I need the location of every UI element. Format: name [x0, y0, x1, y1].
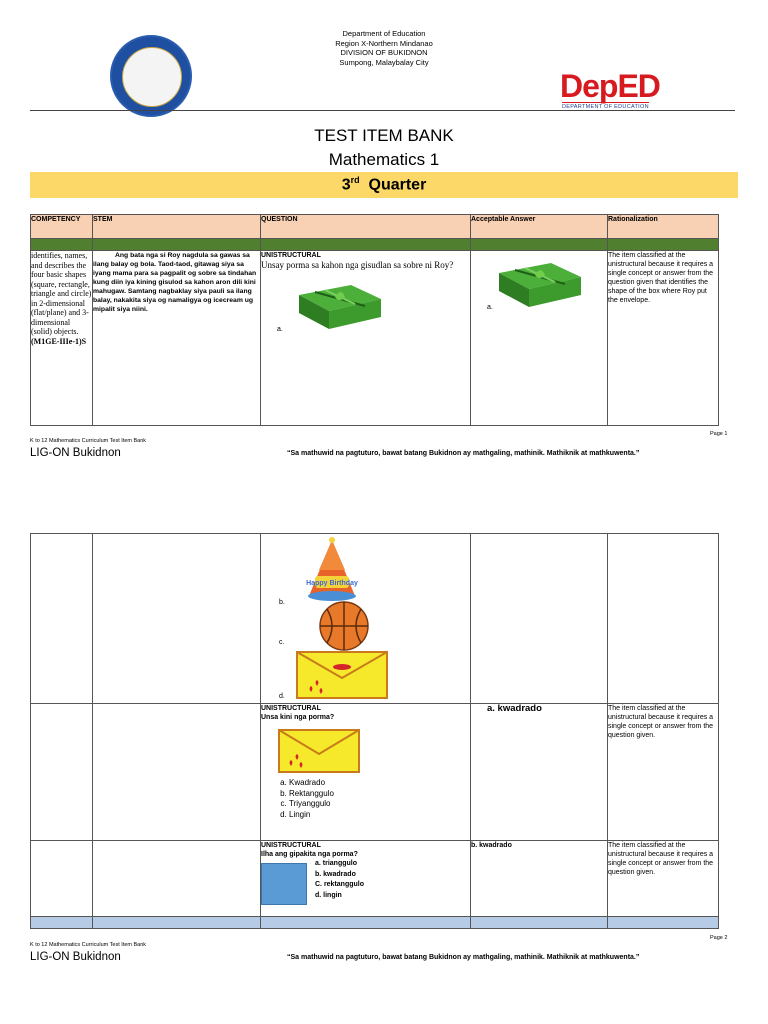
footer-org-1: LIG-ON Bukidnon [30, 447, 121, 459]
answer-image-area [471, 251, 607, 331]
header-question: QUESTION [261, 215, 471, 239]
header-divider [30, 110, 735, 111]
green-box-answer-icon [495, 253, 583, 309]
answer-option-a-label: a. [487, 304, 493, 311]
table-row [31, 704, 719, 841]
question-text-3: Ilha ang gipakita nga porma? [261, 851, 358, 858]
competency-text: identifies, names, and describes the four basic shapes (square, rectangle, triangle and circle) in 2-dimensional (flat/plane) and 3-dimensional (solid) objects. [31, 251, 92, 336]
table-row [31, 251, 719, 426]
deped-logo [560, 68, 680, 112]
answer-cell-3: b. kwadrado [471, 841, 608, 917]
header-text [234, 29, 534, 67]
deped-logo-sub: DEPARTMENT OF EDUCATION [562, 104, 649, 110]
stem-cell: Ang bata nga si Roy nagdula sa gawas sa ilang balay og bola. Taod-taod, gitawag siya sa iyang mama para sa pagpalit og sobre sa tindahan kung diin iya kining gisulod sa kahon aron dili kini mahugaw. Samtang nagbaklay siya pauli sa ilang balay, nakakita siya og namaligya og icecream ug mipalit siya niini. [93, 251, 261, 426]
rationale-cell-2: The item classified at the unistructural because it requires a single concept or answer from the question given. [608, 704, 719, 841]
quarter-banner [30, 172, 738, 198]
option-item: a. trianggulo [315, 860, 357, 867]
footer-quote-1: “Sa mathuwid na pagtuturo, bawat batang Bukidnon ay mathgaling, mathinik. Mathiknik at mathkuwenta.” [287, 450, 640, 457]
competency-code: (M1GE-IIIe-1)S [31, 336, 87, 346]
option-item: c. Triyanggulo [289, 799, 470, 810]
option-b-label: b. [279, 599, 285, 606]
question-type-2: UNISTRUCTURAL [261, 705, 321, 712]
question-cell-2 [261, 704, 471, 841]
test-item-table-page2 [30, 533, 719, 929]
stem-cell-empty [93, 704, 261, 841]
footer-curriculum-2: K to 12 Mathematics Curriculum Test Item Bank [30, 942, 147, 948]
basketball-icon [315, 600, 373, 652]
party-hat-text: Happy Birthday [306, 580, 358, 587]
table-row [31, 841, 719, 917]
answer-cell [471, 251, 608, 426]
option-item: b. Rektanggulo [289, 789, 470, 800]
option-c-label: c. [279, 639, 285, 646]
competency-cell-empty [31, 841, 93, 917]
question-text-2: Unsa kini nga porma? [261, 714, 335, 721]
question-type-3: UNISTRUCTURAL [261, 842, 321, 849]
envelope-icon [295, 650, 389, 700]
header-line-4: Sumpong, Malaybalay City [339, 57, 429, 67]
table-separator-row [31, 239, 719, 251]
header-line-2: Region X-Northern Mindanao [335, 38, 433, 48]
shape-options-area [261, 534, 470, 702]
page-number-2: Page 2 [710, 935, 728, 941]
rationale-cell-empty [608, 534, 719, 704]
question-2-options [261, 778, 470, 820]
question-3-options [315, 859, 364, 901]
table-header-row [31, 215, 719, 239]
answer-2: a. kwadrado [487, 703, 542, 714]
option-item: d. Lingin [289, 810, 470, 821]
deped-logo-word: DepED [560, 68, 660, 104]
page-number-1: Page 1 [710, 431, 728, 437]
answer-cell-empty [471, 534, 608, 704]
option-d-label: d. [279, 693, 285, 700]
footer-curriculum-1: K to 12 Mathematics Curriculum Test Item Bank [30, 438, 147, 444]
question-3-body [261, 859, 470, 909]
table-row [31, 534, 719, 704]
title-test-item-bank: TEST ITEM BANK [314, 126, 454, 145]
blue-square-shape [261, 863, 307, 905]
competency-cell-empty [31, 704, 93, 841]
header-line-1: Department of Education [342, 29, 426, 38]
title-subject: Mathematics 1 [328, 150, 440, 169]
option-item: C. rektanggulo [315, 881, 365, 888]
question-text: Unsay porma sa kahon nga gisudlan sa sobre ni Roy? [261, 260, 454, 270]
stem-cell-empty [93, 841, 261, 917]
option-item: a. Kwadrado [289, 778, 470, 789]
competency-cell-empty [31, 534, 93, 704]
stem-cell-empty [93, 534, 261, 704]
option-item: d. lingin [315, 891, 342, 899]
question-cell-3 [261, 841, 471, 917]
question-image-area [261, 271, 470, 341]
footer-quote-2: “Sa mathuwid na pagtuturo, bawat batang Bukidnon ay mathgaling, mathinik. Mathiknik at mathkuwenta.” [287, 954, 640, 961]
question-option-a-label: a. [277, 325, 283, 333]
header-answer: Acceptable Answer [471, 215, 608, 239]
envelope-icon [277, 728, 361, 774]
question-type: UNISTRUCTURAL [261, 252, 321, 259]
question-cell [261, 251, 471, 426]
rationale-cell-3: The item classified at the unistructural because it requires a single concept or answer from the question given. [608, 841, 719, 917]
test-item-table-page1 [30, 214, 719, 426]
header-competency: COMPETENCY [31, 215, 93, 239]
deped-seal-logo [110, 35, 192, 117]
rationale-cell: The item classified at the unistructural because it requires a single concept or answer from the question given that identifies the shape of the box where Roy put the envelope. [608, 251, 719, 426]
answer-cell-2 [471, 704, 608, 841]
seal-inner-emblem [122, 47, 182, 107]
question-options-cell [261, 534, 471, 704]
competency-cell [31, 251, 93, 426]
green-box-icon [295, 275, 383, 331]
footer-org-2: LIG-ON Bukidnon [30, 951, 121, 963]
header-line-3: DIVISION OF BUKIDNON [340, 48, 428, 57]
party-hat-icon [303, 536, 361, 604]
table-end-row [31, 917, 719, 929]
option-item: b. kwadrado [315, 870, 356, 878]
header-stem: STEM [93, 215, 261, 239]
header-rationalization: Rationalization [608, 215, 719, 239]
quarter-label: 3rd Quarter [341, 175, 427, 194]
